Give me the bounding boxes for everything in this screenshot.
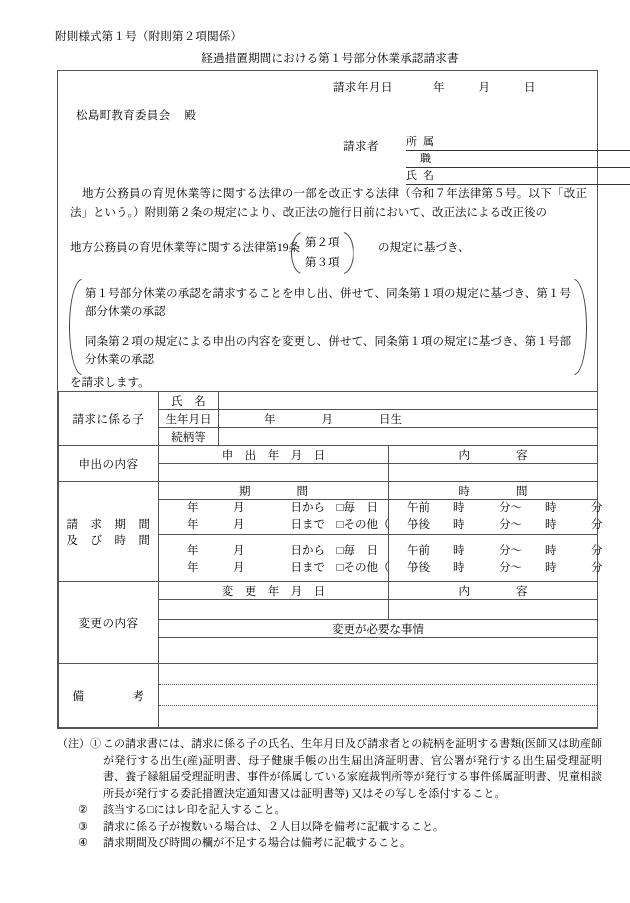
clause-option-2[interactable]: 同条第２項の規定による申出の内容を変更し、併せて、同条第１項の規定に基づき、第１号部分休業の承認 [85,336,571,366]
claim-date-year: 年 [433,82,445,94]
offer-content-header: 内 容 [389,446,598,464]
footnote-1-marker [57,736,103,753]
closing-text: を請求します。 [70,377,150,389]
period-block-2-range[interactable] [159,535,424,582]
footnote-4-marker: ④ [78,837,88,849]
footnote-4-text: 請求期間及び時間の欄が不足する場合は備考に記載すること。 [103,837,411,849]
footnote-2-text: 該当する□にはレ印を記入すること。 [103,804,286,816]
period-block-1-to: 年 月 日まで □その他（ ） [187,519,424,531]
footnote-4 [57,835,602,852]
form-upper-section [58,71,597,391]
child-name-label: 氏 名 [159,392,219,410]
table-row-period-header [59,482,598,500]
paragraph-options [300,233,345,273]
claim-date-day: 日 [524,82,536,94]
period-block-1-time[interactable] [389,500,603,535]
clause-option-1[interactable]: 第１号部分休業の承認を請求することを申し出、併せて、同条第１項の規定に基づき、第１号部分休業の承認 [85,288,571,318]
requester-name-label: 氏名 [406,170,440,182]
requester-fields [406,134,630,185]
period-block-2-am: 午前 時 分～ 時 分 [407,545,603,557]
paragraph-option-2[interactable]: 第２項 [305,237,340,249]
change-date-value[interactable] [159,600,389,620]
form-table [58,391,603,728]
remarks-line-3[interactable] [159,706,597,727]
footnote-1 [57,736,602,802]
child-section-label: 請求に係る子 [59,392,159,446]
paragraph-option-brace [291,231,354,275]
child-birth-value[interactable]: 年 月 日生 [219,410,598,428]
requester-position-label: 職 [420,153,431,165]
offer-content-value[interactable] [389,464,598,482]
period-block-1-am: 午前 時 分～ 時 分 [407,502,603,514]
footnote-2-marker: ② [78,804,88,816]
period-label-line1: 請 求 期 間 [66,518,151,531]
form-number: 附則様式第１号（附則第２項関係） [55,31,243,43]
brace-right-icon [345,232,354,274]
change-reason-header: 変更が必要な事情 [159,620,598,638]
footnote-1-text: この請求書には、請求に係る子の氏名、生年月日及び請求者との続柄を証明する書類(医師又は助産師が発行する出生(産)証明書、母子健康手帳の出生届出済証明書、官公署が発行する出生届受理証明書、養子縁組届受理証明書、事件が係属している家庭裁判所等が発行する事件係属証明書、児童相談所長が発行する委託措置決定通知書又は証明書等) 又はその写しを添付すること。 [103,738,602,800]
addressee-honorific: 殿 [184,110,197,122]
remarks-lines [159,664,597,727]
big-brace-left-icon [67,279,80,375]
offer-date-value[interactable] [159,464,389,482]
requester-label: 請求者 [343,141,379,153]
period-block-1-from: 年 月 日から □毎 日 [187,502,378,514]
document-title: 経過措置期間における第１号部分休業承認請求書 [201,53,459,65]
period-section-label [59,482,159,582]
change-reason-value[interactable] [159,638,598,664]
body-paragraph-1 [70,185,587,223]
footnote-3-text: 請求に係る子が複数いる場合は、２人目以降を備考に記載すること。 [103,820,444,833]
form-outer-box [57,70,603,729]
child-birth-label: 生年月日 [159,410,219,428]
requester-affiliation-field[interactable] [406,134,630,151]
requester-name-field[interactable] [406,168,630,185]
law-article-prefix: 地方公務員の育児休業等に関する法律第19条 [70,242,300,254]
period-label-line2: 及 び 時 間 [66,534,151,547]
big-brace-right-icon [576,279,589,375]
child-name-value[interactable] [219,392,598,410]
table-row-remarks [59,664,598,728]
addressee-name: 松島町教育委員会 [76,110,171,122]
change-date-header: 変 更 年 月 日 [159,582,389,600]
footnotes [57,736,602,852]
notes-heading: （注） [57,738,90,750]
child-relation-value[interactable] [219,428,598,446]
period-block-2-from: 年 月 日から □毎 日 [187,545,378,557]
clause-option-brace [67,279,589,375]
remarks-section-label: 備 考 [59,664,159,728]
table-row-change-header [59,582,598,600]
footnote-3-marker: ③ [78,820,88,833]
child-relation-label: 続柄等 [159,428,219,446]
clause-gap [85,321,571,333]
period-block-2-time[interactable] [389,535,603,582]
requester-affiliation-label: 所属 [406,136,440,148]
remarks-value-area[interactable] [159,664,598,728]
requester-position-field[interactable] [406,151,630,168]
clause-options [80,279,576,375]
change-content-header: 内 容 [389,582,598,600]
claim-date-line [333,79,536,95]
period-time-header: 時 間 [389,482,598,500]
period-block-2-pm: 午後 時 分～ 時 分 [407,562,603,574]
footnote-2 [57,802,602,819]
period-block-2-to: 年 月 日まで □その他（ ） [187,562,424,574]
offer-date-header: 申 出 年 月 日 [159,446,389,464]
change-content-value[interactable] [389,600,598,620]
table-row-child-name [59,392,598,410]
law-article-suffix: の規定に基づき、 [378,242,470,254]
body-paragraph-1-text: 地方公務員の育児休業等に関する法律の一部を改正する法律（令和７年法律第５号。以下「改正法」という。）附則第２条の規定により、改正法の施行日前において、改正法による改正後の [70,188,587,219]
footnote-3 [57,819,602,836]
period-block-1-pm: 午後 時 分～ 時 分 [407,519,603,531]
addressee [76,107,196,123]
footnote-1-number: ① [90,738,101,750]
brace-left-icon [291,232,300,274]
table-row-offer-header [59,446,598,464]
period-range-header: 期 間 [159,482,389,500]
change-section-label: 変更の内容 [59,582,159,664]
period-block-1-range[interactable] [159,500,424,535]
paragraph-option-3[interactable]: 第３項 [305,257,340,269]
remarks-line-2[interactable] [159,685,597,706]
claim-date-label: 請求年月日 [333,82,393,94]
offer-section-label: 申出の内容 [59,446,159,482]
claim-date-month: 月 [478,82,490,94]
remarks-line-1[interactable] [159,664,597,685]
